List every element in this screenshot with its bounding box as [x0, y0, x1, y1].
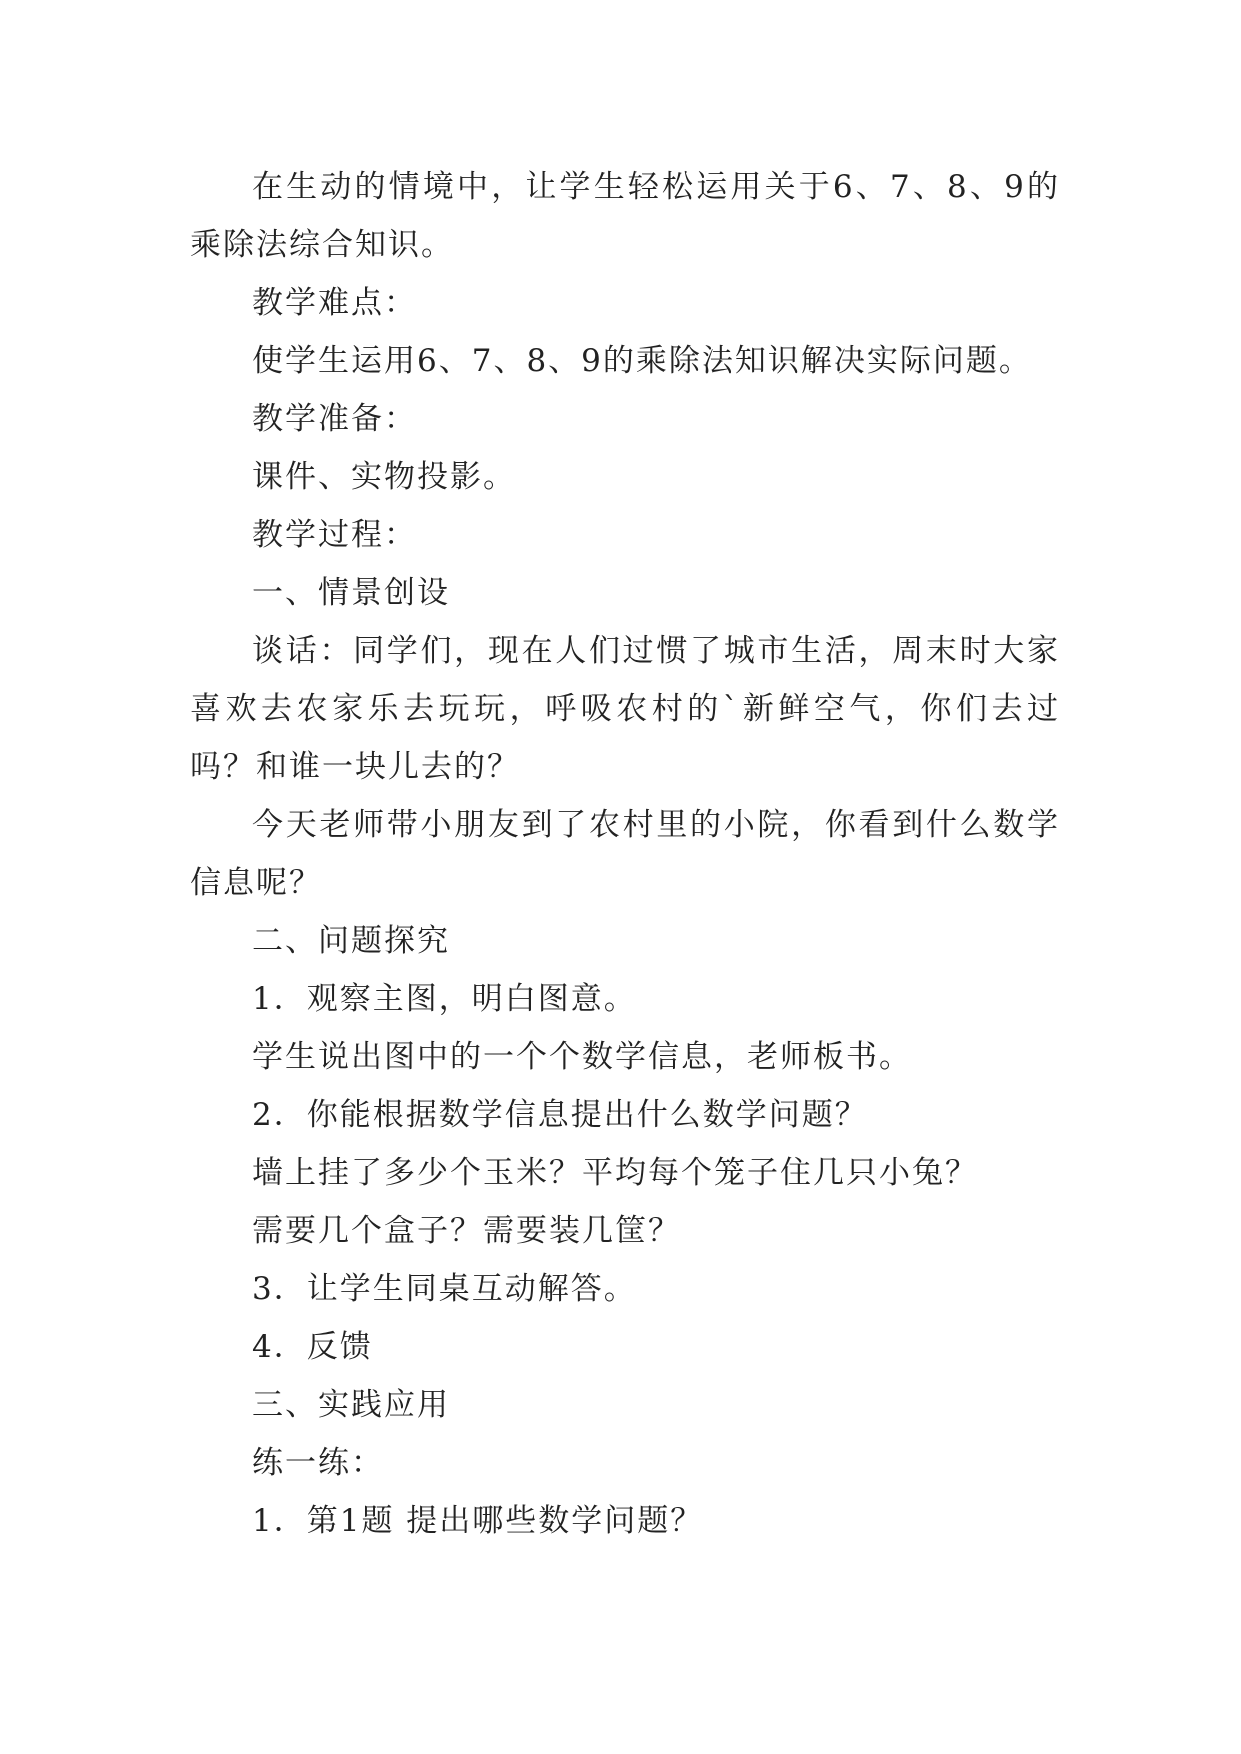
paragraph: 需要几个盒子？需要装几筐？: [252, 1213, 681, 1249]
paragraph: 谈话：同学们，现在人们过惯了城市生活，周末时大家喜欢去农家乐去玩玩，呼吸农村的`新鲜空气，你们去过吗？和谁一块儿去的？: [190, 633, 1060, 785]
section-heading: 教学难点：: [252, 285, 417, 321]
list-item: 4．反馈: [252, 1329, 373, 1365]
paragraph: 使学生运用6、7、8、9的乘除法知识解决实际问题。: [252, 343, 1032, 379]
paragraph: 今天老师带小朋友到了农村里的小院，你看到什么数学信息呢？: [190, 807, 1060, 901]
list-item: 1．第1题 提出哪些数学问题？: [252, 1503, 704, 1539]
list-item: 2．你能根据数学信息提出什么数学问题？: [252, 1097, 868, 1133]
section-heading: 二、问题探究: [252, 923, 450, 959]
section-heading: 教学过程：: [252, 517, 417, 553]
paragraph: 墙上挂了多少个玉米？平均每个笼子住几只小兔？: [252, 1155, 978, 1191]
document-body: [190, 158, 1060, 1550]
list-item: 1．观察主图，明白图意。: [252, 981, 637, 1017]
paragraph: 在生动的情境中，让学生轻松运用关于6、7、8、9的乘除法综合知识。: [190, 169, 1060, 263]
section-heading: 一、情景创设: [252, 575, 450, 611]
section-heading: 三、实践应用: [252, 1387, 450, 1423]
section-heading: 教学准备：: [252, 401, 417, 437]
paragraph: 课件、实物投影。: [252, 459, 516, 495]
paragraph: 学生说出图中的一个个数学信息，老师板书。: [252, 1039, 912, 1075]
list-item: 3．让学生同桌互动解答。: [252, 1271, 637, 1307]
section-heading: 练一练：: [252, 1445, 384, 1481]
